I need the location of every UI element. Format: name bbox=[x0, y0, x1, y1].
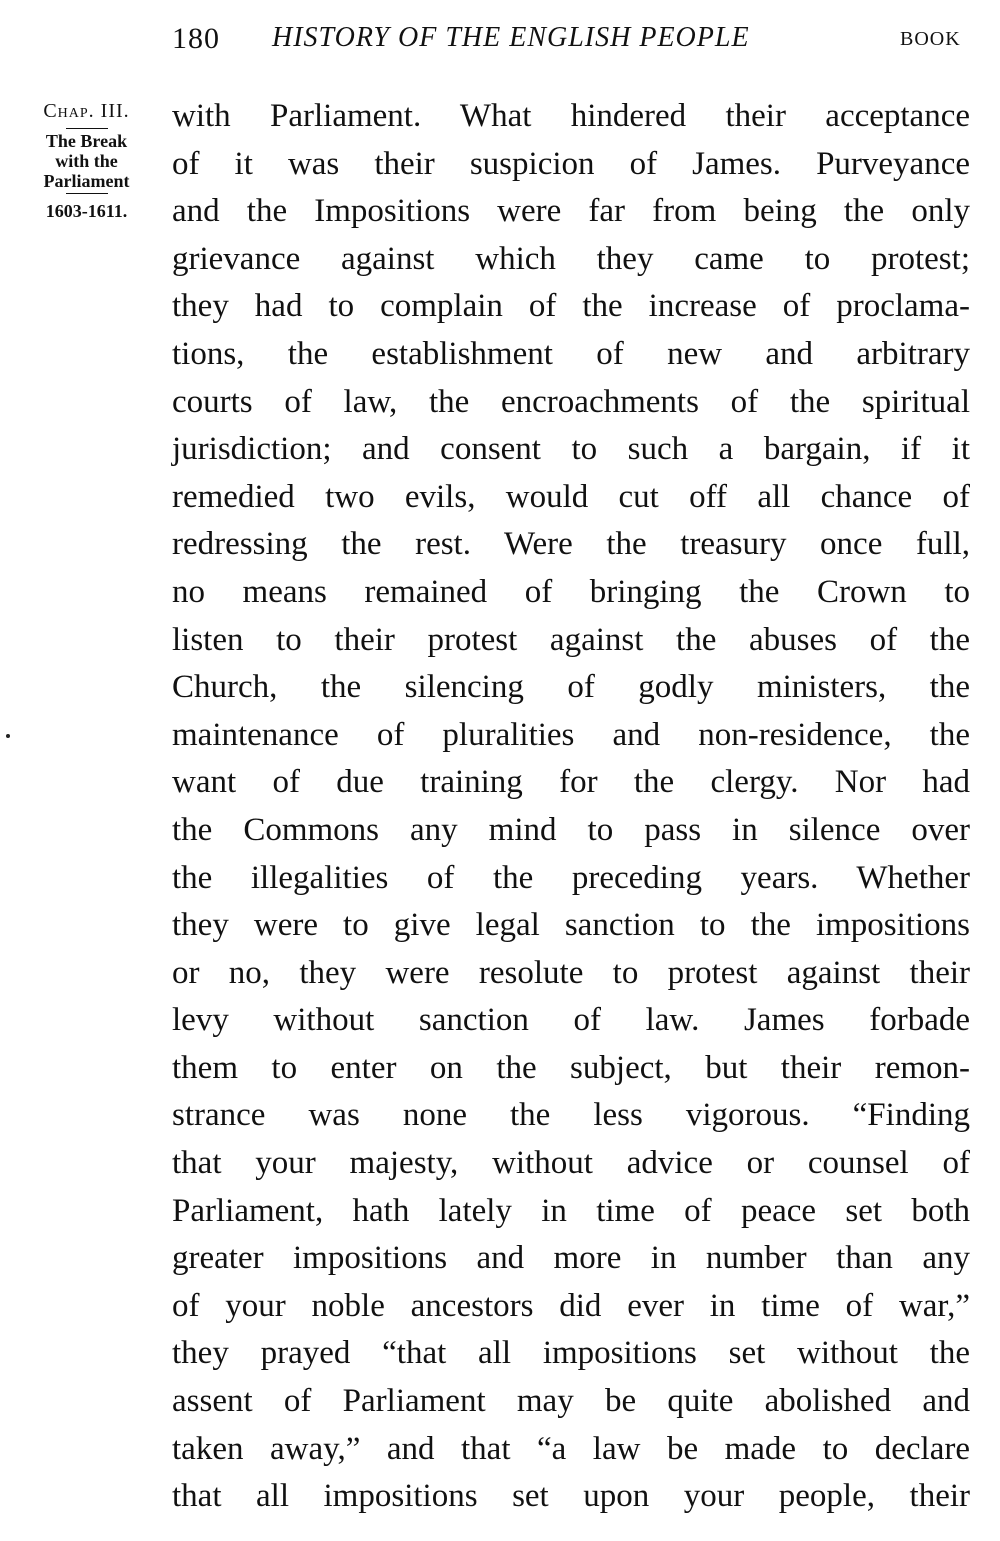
page-header bbox=[0, 22, 1000, 62]
margin-note bbox=[14, 96, 159, 226]
text-line: listen to their protest against the abuses of the bbox=[172, 621, 970, 658]
chapter-label: Chap. III. bbox=[43, 100, 130, 122]
text-line: taken away,” and that “a law be made to declare bbox=[172, 1430, 970, 1467]
text-line: or no, they were resolute to protest against their bbox=[172, 954, 970, 991]
text-line: jurisdiction; and consent to such a bargain, if it bbox=[172, 431, 970, 468]
text-line: of it was their suspicion of James. Purveyance bbox=[172, 145, 970, 182]
text-line: and the Impositions were far from being the only bbox=[172, 193, 970, 230]
text-line: Church, the silencing of godly ministers, the bbox=[172, 669, 970, 706]
text-line: redressing the rest. Were the treasury once full, bbox=[172, 526, 970, 563]
text-line: the illegalities of the preceding years. Whether bbox=[172, 859, 970, 896]
text-line: no means remained of bringing the Crown to bbox=[172, 573, 970, 610]
section-title-line: with the bbox=[55, 151, 118, 171]
margin-rule bbox=[66, 128, 108, 129]
section-title bbox=[14, 131, 159, 191]
text-line: grievance against which they came to protest; bbox=[172, 240, 970, 277]
text-line: levy without sanction of law. James forbade bbox=[172, 1002, 970, 1039]
page-number: 180 bbox=[172, 22, 220, 55]
section-title-line: Parliament bbox=[43, 171, 130, 191]
text-line: they were to give legal sanction to the impositions bbox=[172, 907, 970, 944]
text-line: assent of Parliament may be quite abolished and bbox=[172, 1383, 970, 1420]
text-line: maintenance of pluralities and non-residence, the bbox=[172, 716, 970, 753]
text-line: they had to complain of the increase of proclama- bbox=[172, 288, 970, 325]
text-line: want of due training for the clergy. Nor had bbox=[172, 764, 970, 801]
text-line: them to enter on the subject, but their remon- bbox=[172, 1049, 970, 1086]
date-range: 1603-1611. bbox=[45, 201, 128, 221]
body-text bbox=[172, 93, 970, 1521]
text-line: that all impositions set upon your people, their bbox=[172, 1478, 970, 1515]
text-line: Parliament, hath lately in time of peace set both bbox=[172, 1192, 970, 1229]
text-line: tions, the establishment of new and arbitrary bbox=[172, 335, 970, 372]
text-line: remedied two evils, would cut off all chance of bbox=[172, 478, 970, 515]
text-line: courts of law, the encroachments of the spiritual bbox=[172, 383, 970, 420]
text-line: the Commons any mind to pass in silence over bbox=[172, 811, 970, 848]
margin-rule bbox=[66, 193, 108, 194]
book-label: BOOK bbox=[900, 28, 961, 50]
text-line: strance was none the less vigorous. “Finding bbox=[172, 1097, 970, 1134]
text-line: they prayed “that all impositions set without the bbox=[172, 1335, 970, 1372]
text-line: that your majesty, without advice or counsel of bbox=[172, 1145, 970, 1182]
running-title: HISTORY OF THE ENGLISH PEOPLE bbox=[272, 22, 750, 53]
text-line: greater impositions and more in number than any bbox=[172, 1240, 970, 1277]
text-line: of your noble ancestors did ever in time of war,” bbox=[172, 1287, 970, 1324]
margin-dot bbox=[6, 734, 10, 738]
section-title-line: The Break bbox=[45, 131, 128, 151]
text-line: with Parliament. What hindered their acceptance bbox=[172, 98, 970, 134]
